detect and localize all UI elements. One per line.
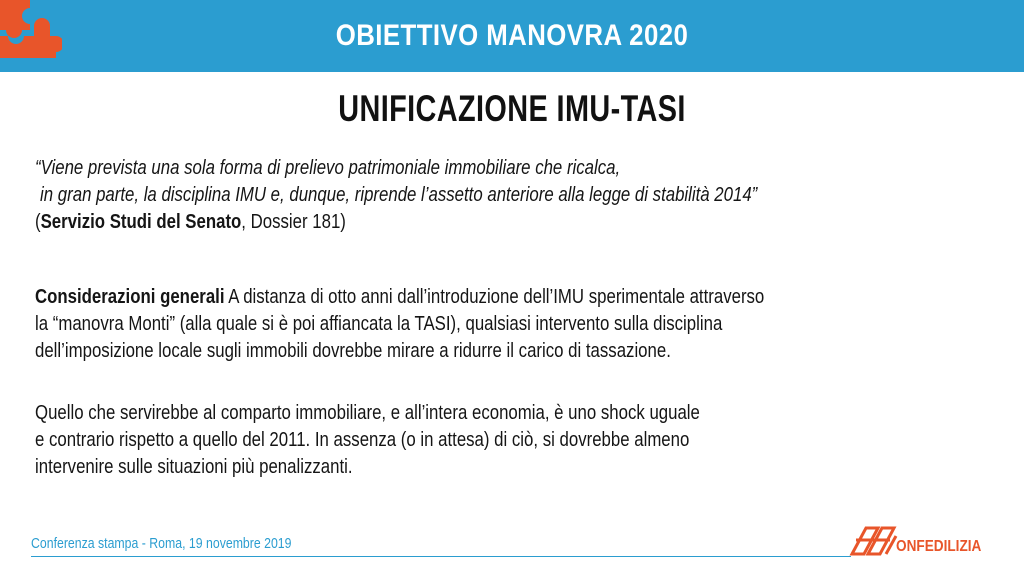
- paragraph3-line-3: intervenire sulle situazioni più penalizzanti.: [35, 456, 353, 478]
- paragraph2-lead: Considerazioni generali: [35, 286, 225, 308]
- footer-event-text: Conferenza stampa - Roma, 19 novembre 2019: [31, 535, 292, 552]
- paragraph3-line-1: Quello che servirebbe al comparto immobiliare, e all’intera economia, è uno shock uguale: [35, 402, 700, 424]
- confedilizia-logo-text: ONFEDILIZIA: [896, 538, 982, 555]
- quote-line-1: “Viene prevista una sola forma di prelievo patrimoniale immobiliare che ricalca,: [35, 157, 621, 179]
- quote-source-open: (: [35, 211, 41, 233]
- quote-source-author: Servizio Studi del Senato: [40, 211, 242, 233]
- paragraph3-line-2: e contrario rispetto a quello del 2011. In assenza (o in attesa) di ciò, si dovrebbe almeno: [35, 429, 690, 451]
- quote-source-detail: , Dossier 181): [241, 211, 346, 233]
- paragraph2-line-2: la “manovra Monti” (alla quale si è poi affiancata la TASI), qualsiasi intervento sulla disciplina: [35, 313, 723, 335]
- paragraph2-line-3: dell’imposizione locale sugli immobili dovrebbe mirare a ridurre il carico di tassazione.: [35, 340, 671, 362]
- paragraph2-line-1-text: A distanza di otto anni dall’introduzione dell’IMU sperimentale attraverso: [224, 286, 765, 308]
- footer-divider: [31, 556, 851, 557]
- closing-paragraph: [35, 400, 841, 481]
- quote-line-2: in gran parte, la disciplina IMU e, dunque, riprende l’assetto anteriore alla legge di stabilità 2014”: [40, 184, 758, 206]
- quote-block: [35, 155, 841, 236]
- paragraph2-line-1: [35, 284, 841, 311]
- slide-title: UNIFICAZIONE IMU-TASI: [338, 88, 686, 129]
- quote-source: [35, 209, 841, 236]
- header-title: OBIETTIVO MANOVRA 2020: [335, 19, 689, 52]
- puzzle-piece-icon: [0, 0, 62, 64]
- general-considerations-paragraph: [35, 284, 841, 365]
